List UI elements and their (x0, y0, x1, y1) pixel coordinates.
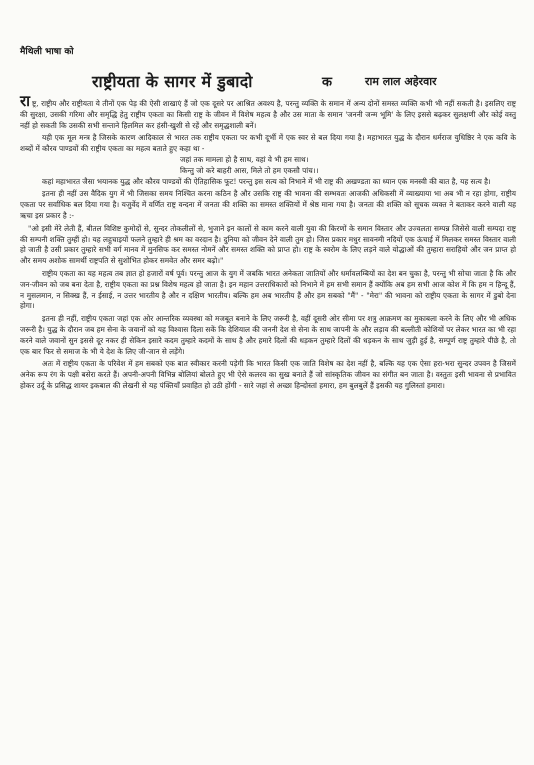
paragraph-2: यही एक मूल मन्त्र है जिसके कारण आदिकाल से भारत तक राष्ट्रीय एकता पर कभी दूर्भी में एक स्वर से बल दिया गया है। महाभारत युद्ध के दौरान धर्मराज युधिष्ठिर ने एक कवि के शब्दों में कौरव पाण्डवों की राष्ट्रीय एकता का महत्व बताते हुए कहा था - (20, 133, 516, 154)
paragraph-6: इतना ही नहीं, राष्ट्रीय एकता जहां एक ओर आन्तरिक व्यवस्था को मजबूत बनाने के लिए जरूरी है, वहीं दूसरी ओर सीमा पर शत्रु आक्रमण का मुकाबला करने के लिए और भी अधिक जरूरी है। युद्ध के दौरान जब हम सेना के जवानों को यह विश्वास दिला सकें कि देशियाल की जननी देश से सेना के साथ जापनी के और लड़ाव की बल्लीती कोशियों पर लेकर भारत का भी रहा करने वाले जवानों सुन इससे दूर नकर ही सेकिन इसारे कदम तुम्हारे कदमों के साथ है और हमारे दिलों की धड़कन तुम्हारे दिलों की धड़कन के साथ जुड़ी हुई है, सम्पूर्ण राष्ट्र तुम्हारे पीछे है, तो एक बार फिर से समाज के भी ये देश के लिए जी-जान से लड़ेंगे। (20, 314, 516, 356)
author-name: राम लाल अहेरवार (365, 75, 437, 88)
paragraph-5: राष्ट्रीय एकता का यह महत्व तब ज्ञात हो हजारों वर्ष पूर्व। परन्तु आज के युग में जबकि भारत अनेकता जातियों और धर्मावलम्बियों का देश बन चुका है, परन्तु भी सोचा जाता है कि और जन-जीवन को जब बना देता है, राष्ट्रीय एकता का प्रश्न विशेष महत्व हो जाता है। इन महान उत्तराधिकारों को निभाने में हम सभी समान हैं क्योंकि अब हम सभी आज कोश में कि हम न हिन्दू हैं, न मुसलमान, न सिक्ख हैं, न ईसाई, न उत्तर भारतीय है और न दक्षिण भारतीय। बल्कि हम अब भारतीय हैं और हम सबको "मैं" - "मेरा" की भावना को राष्ट्रीय एकता के सागर में डुबो देना होगा। (20, 268, 516, 311)
paragraph-3: कहां महाभारत जैसा भयानक युद्ध और कौरव पाण्डवों की ऐतिहासिक फूट! परन्तु इस सत्य को निभाने में भी राष्ट्र की अखण्डता का ध्यान एक मनस्वी की बात है, यह सत्य है। (42, 176, 491, 186)
paragraph-7: अतः में राष्ट्रीय एकता के परिवेश में हम सबको एक बात स्वीकार करनी पड़ेगी कि भारत किसी एक जाति विशेष का देश नहीं है, बल्कि यह एक ऐसा हरा-भरा सुन्दर उपवन है जिसमें अनेक रूप रंग के पक्षी बसेरा करते हैं। अपनी-अपनी विभिन्न बोलियां बोलते हुए भी ऐसे कलरव का सुख बनाते हैं जो सांस्कृतिक जीवन का संगीत बन जाता है। वस्तुतः इसी भावना से प्रभावित होकर उर्दू के प्रसिद्ध शायर इकबाल की लेखनी से यह पंक्तियाँ प्रवाहित हो उठी होंगी - सारे जहां से अच्छा हिन्दोस्तां हमारा, हम बुलबुलें हैं इसकी यह गुलिस्तां हमारा। (20, 359, 516, 390)
verse-line: जहां तक मामला हो है साथ, वहां वे भी हम साथ। (180, 154, 309, 164)
verse-line: किन्तु जो करे बाहरी आस, मिले तो हम एकसौ पांच।। (180, 165, 319, 175)
title-mark: क (322, 75, 332, 90)
verse-block (20, 155, 516, 177)
paragraph-4: इतना ही नहीं उस वैदिक युग में भी जिसका समय निश्चित करना कठिन है और उसकि राष्ट्र की भावना की सम्भवतः आजकी अधिकसी में व्याख्याया भा अब भी न रहा होगा, राष्ट्रीय एकता पर सर्वाधिक बल दिया गया है। यजुर्वेद में वर्णित राष्ट्र वन्दना में जनता की शक्ति का समस्त शक्तियों में श्रेष्ठ माना गया है। जनता की शक्ति को सूचक व्यक्त ने बताकर करने वाली यह ऋचा इस प्रकार है :- (20, 189, 516, 220)
drop-cap: रा (20, 92, 31, 110)
article-body (20, 92, 516, 392)
article-title: राष्ट्रीयता के सागर में डुबादो (92, 72, 253, 91)
quote-block: "ओ इसी मेरे लेती हैं, बीतल विशिष्ट कुमोदों से, सुन्दर तोकलीलों से, भुजाने इन कालों से काम करने वाली युवा की किरणों के समान विस्तार और उज्वलता सम्पन्न जिसेसे वाली सम्पदा राष्ट्र की सम्पनी शक्ति तुम्हीं हो। यह लहुचाइयों फलने तुम्हारे ही श्रम का वरदान है। दुनिया को जीवन देने वाली तुम हो। जिस प्रकार मधुर सावनमी नदियों एक ऊंचाई में मिलकर समस्त विस्तार वाली हो जाती है उसी प्रकार तुम्हारे सभी वर्ग मानव में मुनसिफ कर समस्त नोमनें और समस्त शक्ति को प्राप्त हो। राष्ट्र के स्वरोम के लिए लड़ने वाले योद्धाओं की तुम्हारा सराहियो और जन प्राप्त हो और समय अशोक सामर्थी राष्ट्रपति से सुशोभित होकर समवेत और समर बढ़ो।" (20, 223, 516, 266)
header-note: मैथिली भाषा को (20, 47, 74, 57)
title-row (0, 70, 534, 94)
paragraph-text: ष्ट्र, राष्ट्रीय और राष्ट्रीयता ये तीनों एक पेड़ की ऐसी शाखाएं हैं जो एक दूसरे पर आश्रित अवश्य है, परन्तु व्यक्ति के समान में अन्य दोनों समस्त व्यक्ति कभी भी नहीं सकती है। इसलिए राष्ट्र की सुरक्षा, उसकी गरिमा और समृद्धि हेतु राष्ट्रीय एकता का किसी राष्ट्र के जीवन में विशेष महत्व है और उस माता के समान 'जननी जन्म भूमि' के लिए इससे बढ़कर सुलक्षणी और कोई वस्तु नहीं हो सकती कि उसकी सभी सन्ताने हिलमिल कर हंसी-खुशी से रहें और समृद्धशाली बनें। (20, 99, 516, 130)
paragraph-1 (20, 92, 516, 131)
